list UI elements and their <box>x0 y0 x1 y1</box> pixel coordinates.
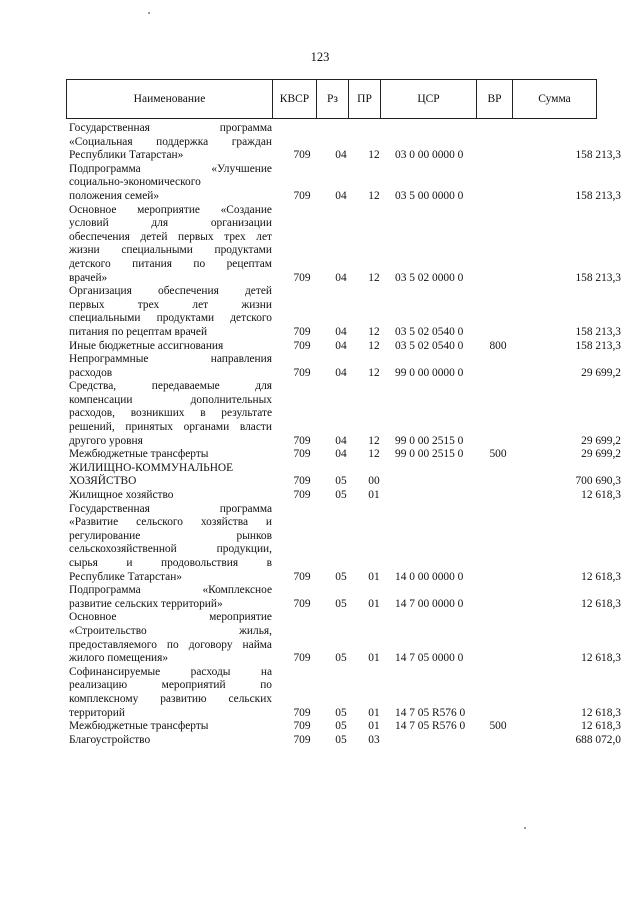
cell-csr: 03 5 02 0540 0 <box>395 325 464 338</box>
cell-sum: 12 618,3 <box>581 597 621 610</box>
cell-sum: 12 618,3 <box>581 570 621 583</box>
cell-pr: 03 <box>368 733 380 746</box>
cell-vr: 500 <box>489 448 507 461</box>
row-name <box>69 503 272 585</box>
cell-sum: 700 690,3 <box>575 475 621 488</box>
cell-csr: 03 0 00 0000 0 <box>395 149 464 162</box>
cell-rz: 04 <box>335 366 347 379</box>
row-name <box>69 204 272 286</box>
cell-pr: 01 <box>368 489 380 502</box>
row-name <box>69 584 272 611</box>
row-name <box>69 285 272 339</box>
row-name-line: решений, принятых органами власти <box>69 421 272 434</box>
row-name-line: Организация обеспечения детей <box>69 285 272 298</box>
scan-speck <box>148 12 150 14</box>
row-name-line: сырья и продовольствия в <box>69 557 272 569</box>
table-row <box>0 285 640 339</box>
row-name-line: жилого помещения» <box>69 652 169 665</box>
cell-csr: 99 0 00 2515 0 <box>395 448 464 461</box>
cell-sum: 158 213,3 <box>575 189 621 202</box>
row-name <box>69 122 272 163</box>
row-name-line: специальными продуктами детского <box>69 312 272 325</box>
row-name-line: компенсации дополнительных <box>69 393 272 406</box>
cell-kvsr: 709 <box>293 652 311 665</box>
cell-pr: 12 <box>368 434 380 447</box>
row-name <box>69 734 272 748</box>
cell-csr: 14 0 00 0000 0 <box>395 570 464 583</box>
cell-rz: 04 <box>335 189 347 202</box>
table-row <box>0 734 640 748</box>
row-name-line: предоставляемого по договору найма <box>69 638 272 651</box>
cell-rz: 04 <box>335 448 347 461</box>
cell-rz: 05 <box>335 720 347 733</box>
cell-csr: 99 0 00 0000 0 <box>395 366 464 379</box>
column-header-rz: Рз <box>317 80 349 119</box>
row-name-line: территорий <box>69 706 125 719</box>
row-name <box>69 720 272 734</box>
cell-pr: 12 <box>368 149 380 162</box>
table-row <box>0 122 640 163</box>
cell-rz: 05 <box>335 489 347 502</box>
table-row <box>0 489 640 503</box>
table-row <box>0 584 640 611</box>
cell-rz: 05 <box>335 652 347 665</box>
row-name-line: социально-экономического <box>69 176 201 189</box>
cell-sum: 12 618,3 <box>581 489 621 502</box>
row-name-line: Софинансируемые расходы на <box>69 665 272 678</box>
row-name <box>69 163 272 204</box>
table-row <box>0 611 640 665</box>
row-name-line: Подпрограмма «Улучшение <box>69 162 272 175</box>
cell-sum: 29 699,2 <box>581 366 621 379</box>
cell-pr: 12 <box>368 339 380 352</box>
row-name-line: ХОЗЯЙСТВО <box>69 475 137 488</box>
cell-kvsr: 709 <box>293 720 311 733</box>
cell-rz: 04 <box>335 339 347 352</box>
cell-kvsr: 709 <box>293 339 311 352</box>
cell-kvsr: 709 <box>293 475 311 488</box>
table-row <box>0 462 640 489</box>
table-body <box>0 122 640 747</box>
table-row <box>0 666 640 720</box>
cell-kvsr: 709 <box>293 366 311 379</box>
cell-sum: 158 213,3 <box>575 339 621 352</box>
row-name <box>69 611 272 665</box>
row-name-line: жизни специальными продуктами <box>69 244 272 257</box>
table-row <box>0 720 640 734</box>
cell-kvsr: 709 <box>293 448 311 461</box>
cell-sum: 12 618,3 <box>581 652 621 665</box>
row-name-line: сельскохозяйственной продукции, <box>69 543 272 556</box>
row-name-line: Основное мероприятие «Создание <box>69 203 272 216</box>
cell-rz: 05 <box>335 597 347 610</box>
row-name-line: расходов, возникших в результате <box>69 407 272 420</box>
cell-csr: 14 7 05 R576 0 <box>395 720 466 733</box>
cell-csr: 03 5 02 0000 0 <box>395 271 464 284</box>
table-header <box>66 79 597 119</box>
cell-pr: 12 <box>368 325 380 338</box>
row-name-line: первых трех лет жизни <box>69 298 272 311</box>
cell-kvsr: 709 <box>293 271 311 284</box>
table-row <box>0 448 640 462</box>
row-name-line: Непрограммные направления <box>69 353 272 366</box>
row-name-line: Государственная программа <box>69 122 272 134</box>
table-row <box>0 380 640 448</box>
cell-rz: 04 <box>335 325 347 338</box>
cell-csr: 03 5 02 0540 0 <box>395 339 464 352</box>
cell-pr: 01 <box>368 720 380 733</box>
cell-sum: 688 072,0 <box>575 733 621 746</box>
cell-vr: 800 <box>489 339 507 352</box>
cell-rz: 04 <box>335 149 347 162</box>
cell-rz: 05 <box>335 570 347 583</box>
cell-csr: 14 7 00 0000 0 <box>395 597 464 610</box>
cell-csr: 14 7 05 R576 0 <box>395 706 466 719</box>
row-name-line: Межбюджетные трансферты <box>69 720 209 733</box>
row-name-line: развитие сельских территорий» <box>69 597 223 610</box>
column-header-sum: Сумма <box>513 80 597 119</box>
row-name-line: Республике Татарстан» <box>69 570 182 583</box>
row-name <box>69 380 272 448</box>
column-header-csr: ЦСР <box>381 80 477 119</box>
cell-sum: 29 699,2 <box>581 434 621 447</box>
row-name-line: регулирование рынков <box>69 529 272 542</box>
row-name-line: питания по рецептам врачей <box>69 325 208 338</box>
cell-rz: 05 <box>335 475 347 488</box>
row-name-line: условий для организации <box>69 217 272 230</box>
row-name-line: «Социальная поддержка граждан <box>69 135 272 148</box>
column-header-kvsr: КВСР <box>273 80 317 119</box>
cell-pr: 01 <box>368 706 380 719</box>
table-row <box>0 163 640 204</box>
cell-sum: 158 213,3 <box>575 271 621 284</box>
row-name-line: врачей» <box>69 271 108 284</box>
row-name-line: «Строительство жилья, <box>69 624 272 637</box>
cell-kvsr: 709 <box>293 489 311 502</box>
cell-rz: 04 <box>335 434 347 447</box>
cell-csr: 14 7 05 0000 0 <box>395 652 464 665</box>
column-header-vr: ВР <box>477 80 513 119</box>
cell-kvsr: 709 <box>293 597 311 610</box>
table-row <box>0 204 640 286</box>
cell-pr: 00 <box>368 475 380 488</box>
cell-vr: 500 <box>489 720 507 733</box>
row-name-line: Средства, передаваемые для <box>69 380 272 393</box>
row-name-line: «Развитие сельского хозяйства и <box>69 516 272 529</box>
row-name <box>69 340 272 354</box>
row-name-line: реализацию мероприятий по <box>69 679 272 692</box>
cell-csr: 99 0 00 2515 0 <box>395 434 464 447</box>
row-name-line: расходов <box>69 366 113 379</box>
cell-sum: 158 213,3 <box>575 149 621 162</box>
cell-kvsr: 709 <box>293 434 311 447</box>
row-name-line: Жилищное хозяйство <box>69 489 174 502</box>
cell-pr: 12 <box>368 271 380 284</box>
cell-pr: 01 <box>368 570 380 583</box>
row-name <box>69 353 272 380</box>
cell-kvsr: 709 <box>293 570 311 583</box>
cell-kvsr: 709 <box>293 706 311 719</box>
cell-kvsr: 709 <box>293 733 311 746</box>
cell-rz: 05 <box>335 733 347 746</box>
cell-kvsr: 709 <box>293 149 311 162</box>
cell-pr: 12 <box>368 448 380 461</box>
column-header-name: Наименование <box>67 80 273 119</box>
cell-pr: 12 <box>368 366 380 379</box>
cell-sum: 29 699,2 <box>581 448 621 461</box>
cell-sum: 158 213,3 <box>575 325 621 338</box>
cell-kvsr: 709 <box>293 325 311 338</box>
row-name-line: Межбюджетные трансферты <box>69 448 209 461</box>
row-name <box>69 462 272 489</box>
table-row <box>0 340 640 354</box>
row-name <box>69 489 272 503</box>
scan-speck <box>524 827 526 829</box>
cell-rz: 05 <box>335 706 347 719</box>
row-name-line: Иные бюджетные ассигнования <box>69 339 224 352</box>
cell-sum: 12 618,3 <box>581 720 621 733</box>
row-name <box>69 666 272 720</box>
cell-pr: 12 <box>368 189 380 202</box>
row-name-line: Подпрограмма «Комплексное <box>69 584 272 597</box>
cell-pr: 01 <box>368 597 380 610</box>
row-name-line: комплексному развитию сельских <box>69 692 272 705</box>
table-row <box>0 353 640 380</box>
row-name-line: Основное мероприятие <box>69 611 272 624</box>
row-name-line: Государственная программа <box>69 502 272 515</box>
row-name <box>69 448 272 462</box>
row-name-line: ЖИЛИЩНО-КОММУНАЛЬНОЕ <box>69 461 234 474</box>
cell-pr: 01 <box>368 652 380 665</box>
cell-csr: 03 5 00 0000 0 <box>395 189 464 202</box>
row-name-line: положения семей» <box>69 189 160 202</box>
table-row <box>0 503 640 585</box>
row-name-line: Благоустройство <box>69 733 151 746</box>
row-name-line: обеспечения детей первых трех лет <box>69 230 272 243</box>
row-name-line: Республики Татарстан» <box>69 149 184 162</box>
row-name-line: другого уровня <box>69 434 143 447</box>
cell-sum: 12 618,3 <box>581 706 621 719</box>
column-header-pr: ПР <box>349 80 381 119</box>
cell-kvsr: 709 <box>293 189 311 202</box>
page-number: 123 <box>310 50 330 64</box>
cell-rz: 04 <box>335 271 347 284</box>
row-name-line: детского питания по рецептам <box>69 257 272 270</box>
